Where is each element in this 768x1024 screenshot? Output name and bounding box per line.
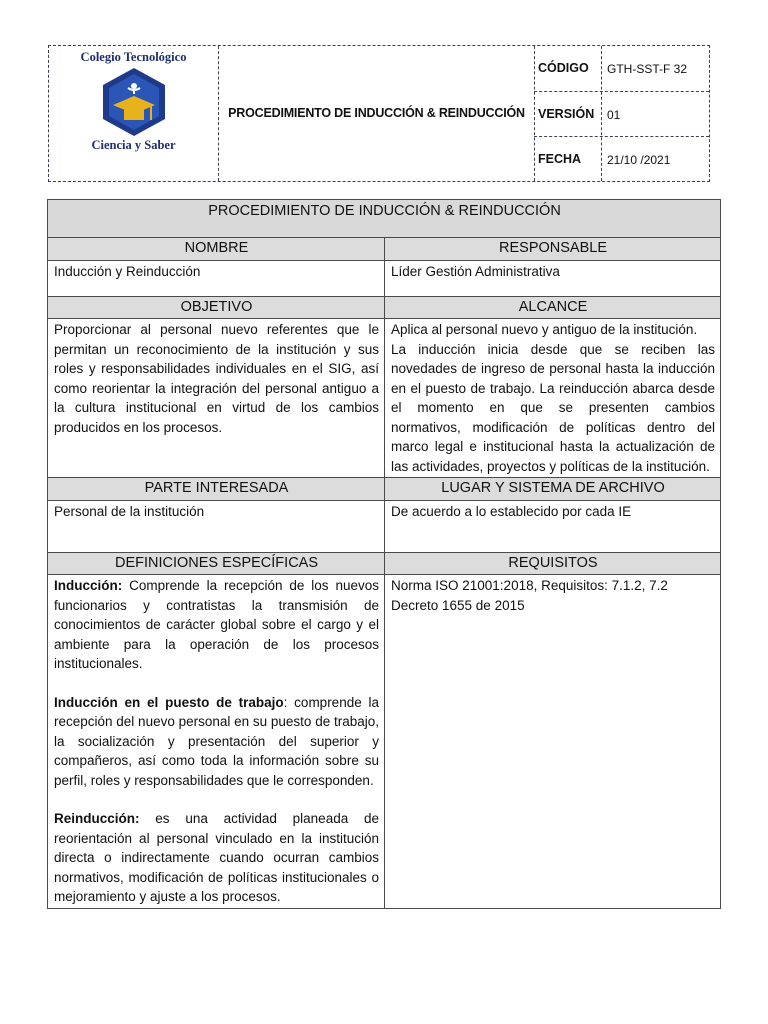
definiciones-header: DEFINICIONES ESPECÍFICAS — [48, 552, 385, 575]
logo-bottom-text: Ciencia y Saber — [91, 138, 176, 152]
divider — [601, 46, 602, 181]
table-title: PROCEDIMIENTO DE INDUCCIÓN & REINDUCCIÓN — [48, 200, 721, 238]
parte-interesada-header: PARTE INTERESADA — [48, 478, 385, 501]
shield-graduation-cap-icon — [99, 66, 169, 138]
nombre-header: NOMBRE — [48, 238, 385, 261]
alcance-text: La inducción inicia desde que se reciben las novedades de ingreso de personal hasta la inducción en el puesto de trabajo. La reinducción abarca desde el momento en que se presenten cambios normativos, modificación de políticas dentro del marco legal e institucional hasta la actualización de las actividades, proyectos y políticas de la institución. — [391, 341, 715, 474]
definition-term: Inducción en el puesto de trabajo — [54, 694, 284, 710]
definition-text: : comprende la recepción del nuevo personal en su puesto de trabajo, la socialización y presentación del superior y compañeros, así como toda la información sobre su perfil, roles y responsabilidades que le corresponden. — [54, 694, 380, 788]
codigo-label: CÓDIGO — [538, 61, 589, 75]
nombre-value: Inducción y Reinducción — [48, 260, 385, 296]
divider — [534, 46, 535, 181]
version-label: VERSIÓN — [538, 107, 595, 121]
codigo-value: GTH-SST-F 32 — [607, 62, 688, 76]
logo-top-text: Colegio Tecnológico — [80, 50, 187, 64]
definition-text: Comprende la recepción de los nuevos funcionarios y contratistas la transmisión de conocimientos de carácter global sobre el cargo y el ambiente para la operación de los procesos institucionales. — [54, 578, 379, 671]
definiciones-cell — [48, 575, 385, 909]
definition-text: es una actividad planeada de reorientación al personal vinculado en la institución directa o indirectamente cuando ocurran cambios normativos, modificación de políticas institucionales o mejoramiento y ajuste a los procesos. — [54, 811, 379, 904]
fecha-value: 21/10 /2021 — [607, 153, 671, 167]
requisitos-cell — [385, 575, 721, 909]
document-header — [48, 45, 710, 182]
divider — [534, 91, 709, 92]
lugar-archivo-value: De acuerdo a lo establecido por cada IE — [385, 500, 721, 552]
school-logo — [49, 46, 218, 180]
fecha-label: FECHA — [538, 152, 582, 166]
responsable-header: RESPONSABLE — [385, 238, 721, 261]
document-title: PROCEDIMIENTO DE INDUCCIÓN & REINDUCCIÓN — [228, 106, 525, 120]
objetivo-header: OBJETIVO — [48, 296, 385, 319]
definition-item — [54, 576, 379, 674]
parte-interesada-value: Personal de la institución — [48, 500, 385, 552]
alcance-cell — [385, 319, 721, 478]
procedure-table — [47, 199, 721, 909]
definition-item — [54, 693, 379, 791]
objetivo-text: Proporcionar al personal nuevo referentes que le permitan un reconocimiento de la institución y sus roles y responsabilidades individuales en el SIG, así como reorientar la integración del personal antiguo a la cultura institucional en virtud de los cambios producidos en los procesos. — [48, 319, 385, 478]
alcance-header: ALCANCE — [385, 296, 721, 319]
requisitos-line1: Norma ISO 21001:2018, Requisitos: 7.1.2, 7.2 — [391, 578, 668, 593]
definition-term: Reinducción: — [54, 811, 140, 826]
divider — [534, 136, 709, 137]
responsable-value: Líder Gestión Administrativa — [385, 260, 721, 296]
alcance-line1: Aplica al personal nuevo y antiguo de la institución. — [391, 322, 698, 337]
definition-item — [54, 809, 379, 907]
definition-term: Inducción: — [54, 578, 123, 593]
version-value: 01 — [607, 108, 621, 122]
lugar-archivo-header: LUGAR Y SISTEMA DE ARCHIVO — [385, 478, 721, 501]
requisitos-header: REQUISITOS — [385, 552, 721, 575]
requisitos-line2: Decreto 1655 de 2015 — [391, 597, 525, 613]
